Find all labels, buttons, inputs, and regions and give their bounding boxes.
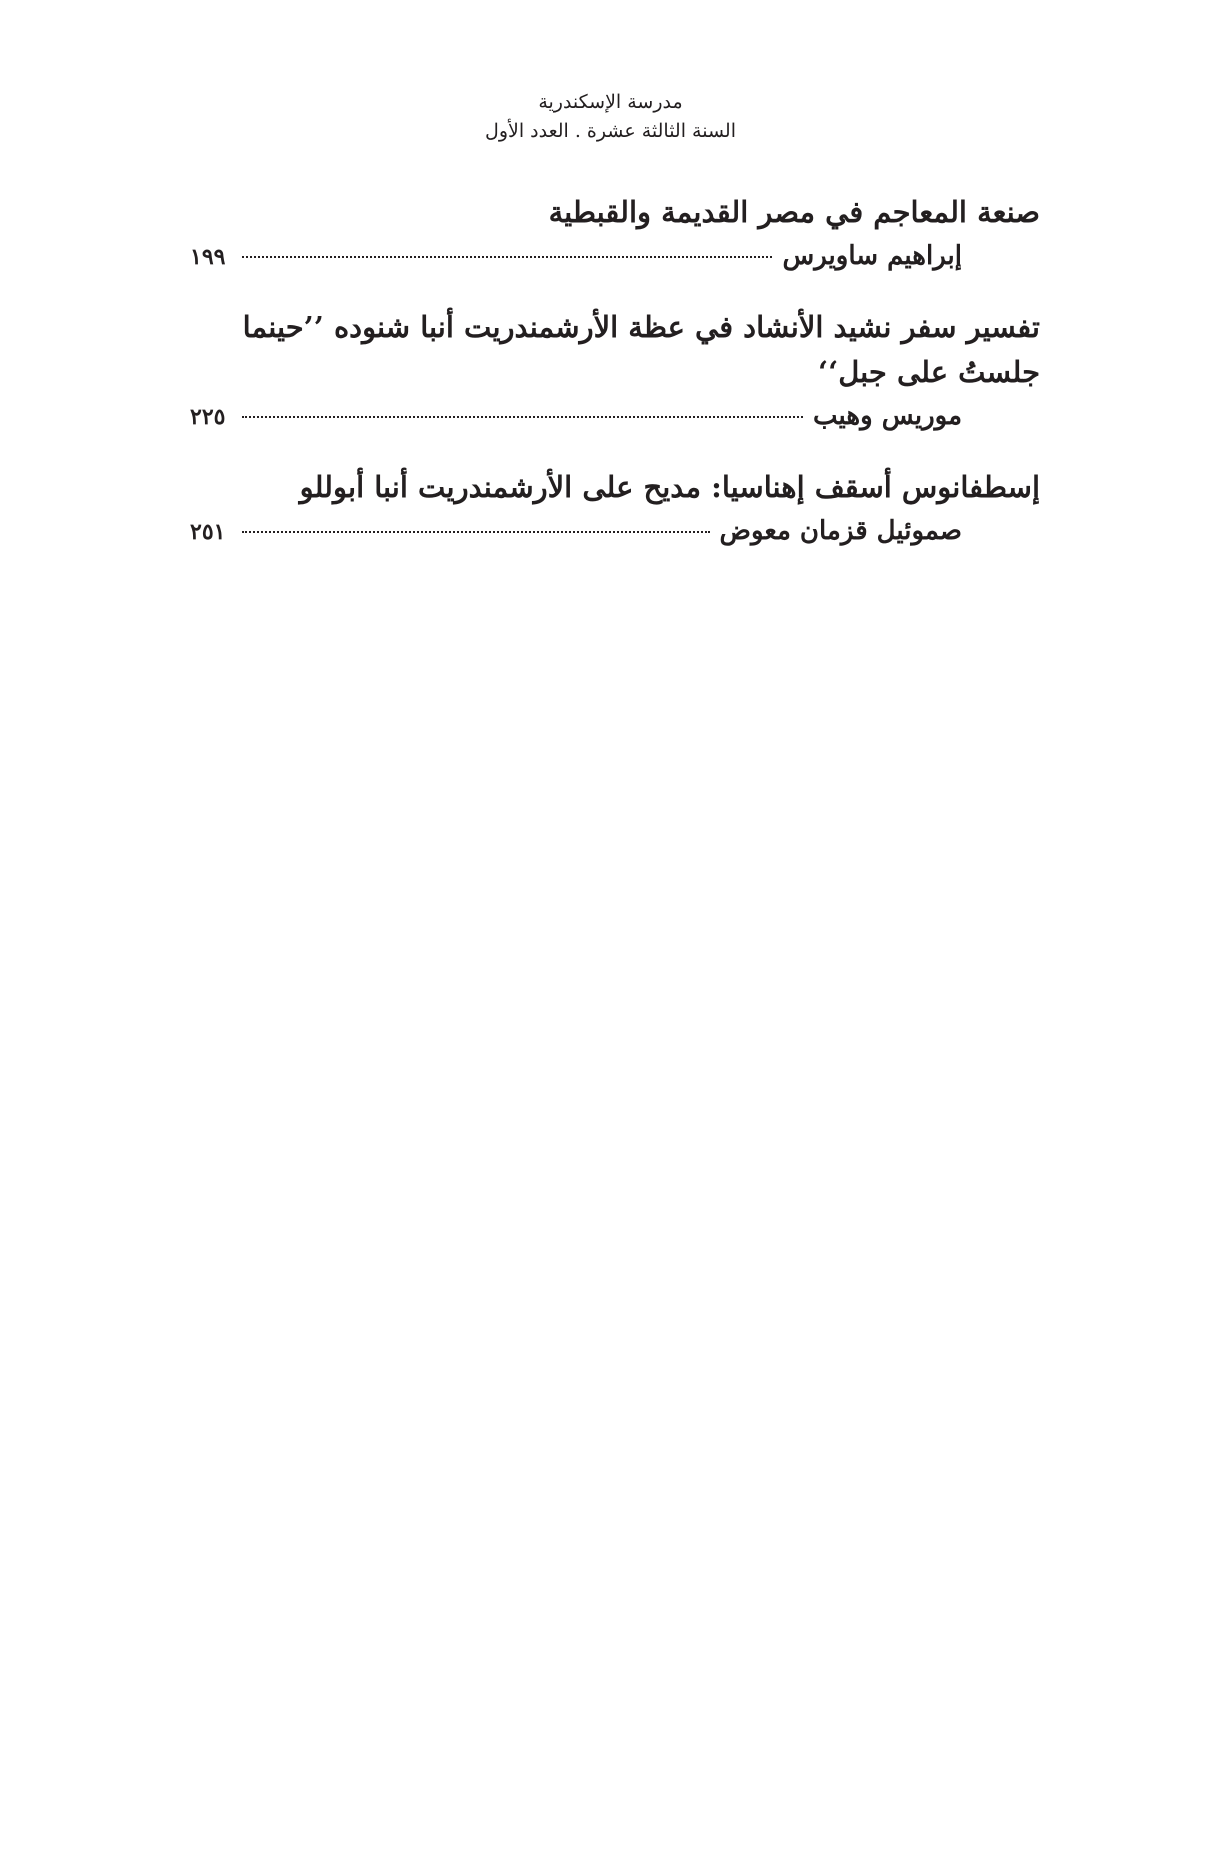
toc-entry — [190, 465, 1040, 546]
entry-title: تفسير سفر نشيد الأنشاد في عظة الأرشمندريت أنبا شنوده ’’حينما جلستُ على جبل‘‘ — [242, 309, 1040, 389]
dot-leader — [242, 256, 772, 258]
journal-title: مدرسة الإسكندرية — [538, 91, 683, 113]
table-of-contents — [190, 190, 1040, 580]
entry-page-number: ٢٥١ — [190, 518, 226, 545]
running-header — [0, 88, 1221, 147]
entry-author-line — [190, 516, 1040, 546]
entry-author-line — [190, 241, 1040, 271]
issue-info: السنة الثالثة عشرة . العدد الأول — [485, 120, 736, 143]
entry-author: صموئيل قزمان معوض — [719, 515, 962, 546]
entry-author-line — [190, 401, 1040, 431]
entry-author: إبراهيم ساويرس — [782, 240, 962, 271]
dot-leader — [242, 416, 803, 418]
toc-entry — [190, 190, 1040, 271]
entry-author: موريس وهيب — [813, 400, 962, 431]
entry-page-number: ٢٢٥ — [190, 403, 226, 430]
entry-page-number: ١٩٩ — [190, 243, 226, 270]
dot-leader — [242, 531, 710, 533]
entry-title: إسطفانوس أسقف إهناسيا: مديح على الأرشمندريت أنبا أبوللو — [299, 469, 1040, 504]
entry-title: صنعة المعاجم في مصر القديمة والقبطية — [548, 195, 1040, 229]
toc-entry — [190, 305, 1040, 431]
